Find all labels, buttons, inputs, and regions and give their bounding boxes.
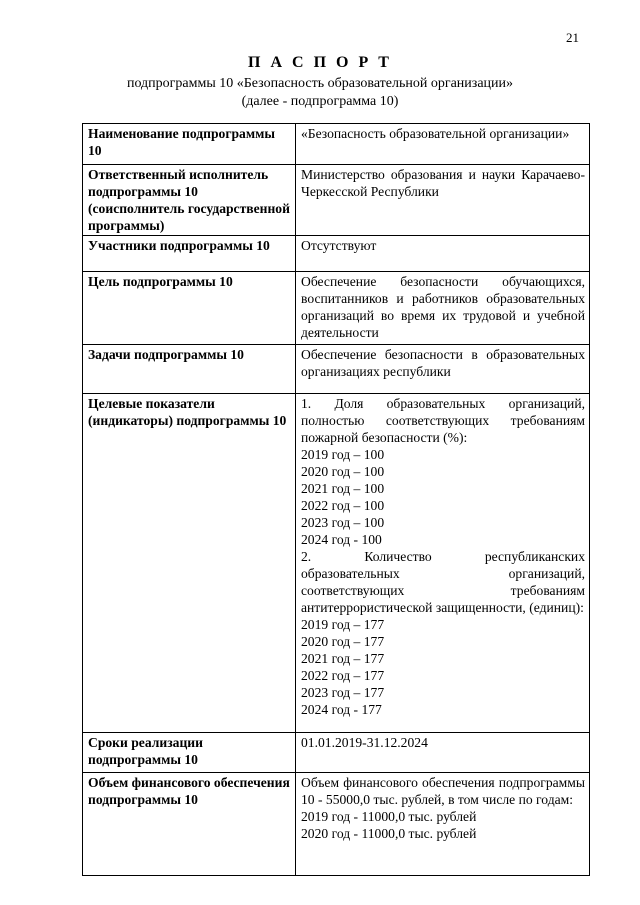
table-row	[83, 733, 590, 773]
indicator-title: 1. Доля образовательных организаций, полностью соответствующих требованиям пожарной безопасности (%):	[301, 396, 585, 445]
indicator-value: 2022 год – 177	[301, 668, 385, 683]
indicator-value: 2022 год – 100	[301, 498, 385, 513]
table-row	[83, 165, 590, 236]
indicator-value: 2021 год – 100	[301, 481, 385, 496]
row-label: Ответственный исполнитель подпрограммы 10 (соисполнитель государственной программы)	[83, 165, 296, 236]
indicator-value: 2024 год - 177	[301, 702, 382, 717]
indicator-value: 2019 год – 177	[301, 617, 385, 632]
row-value	[296, 773, 590, 876]
indicator-value: 2023 год – 100	[301, 515, 385, 530]
table-row	[83, 236, 590, 272]
document-title: П А С П О Р Т	[248, 54, 392, 71]
indicator-value: 2020 год – 177	[301, 634, 385, 649]
row-value: Министерство образования и науки Карачаево-Черкесской Республики	[296, 165, 590, 236]
indicator-title: 2. Количество республиканских образовательных организаций, соответствующих требованиям антитеррористической защищенности, (единиц):	[301, 549, 585, 615]
row-label: Участники подпрограммы 10	[83, 236, 296, 272]
row-label: Наименование подпрограммы 10	[83, 124, 296, 165]
table-row	[83, 345, 590, 394]
row-label: Объем финансового обеспечения подпрограммы 10	[83, 773, 296, 876]
table-row	[83, 394, 590, 733]
table-row	[83, 272, 590, 345]
indicator-value: 2020 год – 100	[301, 464, 385, 479]
indicator-value: 2023 год – 177	[301, 685, 385, 700]
passport-table	[82, 123, 590, 876]
indicator-value: 2021 год – 177	[301, 651, 385, 666]
row-value	[296, 394, 590, 733]
row-label: Цель подпрограммы 10	[83, 272, 296, 345]
row-label: Целевые показатели (индикаторы) подпрограммы 10	[83, 394, 296, 733]
row-value: 01.01.2019-31.12.2024	[296, 733, 590, 773]
financing-year: 2019 год - 11000,0 тыс. рублей	[301, 809, 477, 824]
row-label: Сроки реализации подпрограммы 10	[83, 733, 296, 773]
document-subtitle-note: (далее - подпрограмма 10)	[241, 94, 399, 109]
row-value: Обеспечение безопасности в образовательных организациях республики	[296, 345, 590, 394]
row-label: Задачи подпрограммы 10	[83, 345, 296, 394]
financing-year: 2020 год - 11000,0 тыс. рублей	[301, 826, 477, 841]
indicator-value: 2024 год - 100	[301, 532, 382, 547]
indicator-value: 2019 год – 100	[301, 447, 385, 462]
page-number: 21	[566, 30, 579, 45]
document-subtitle: подпрограммы 10 «Безопасность образовательной организации»	[126, 76, 514, 91]
table-row	[83, 124, 590, 165]
row-value: Обеспечение безопасности обучающихся, воспитанников и работников образовательных организаций во время их трудовой и учебной деятельности	[296, 272, 590, 345]
table-row	[83, 773, 590, 876]
row-value: Отсутствуют	[296, 236, 590, 272]
row-value: «Безопасность образовательной организации»	[296, 124, 590, 165]
financing-intro: Объем финансового обеспечения подпрограммы 10 - 55000,0 тыс. рублей, в том числе по годам:	[301, 775, 585, 807]
